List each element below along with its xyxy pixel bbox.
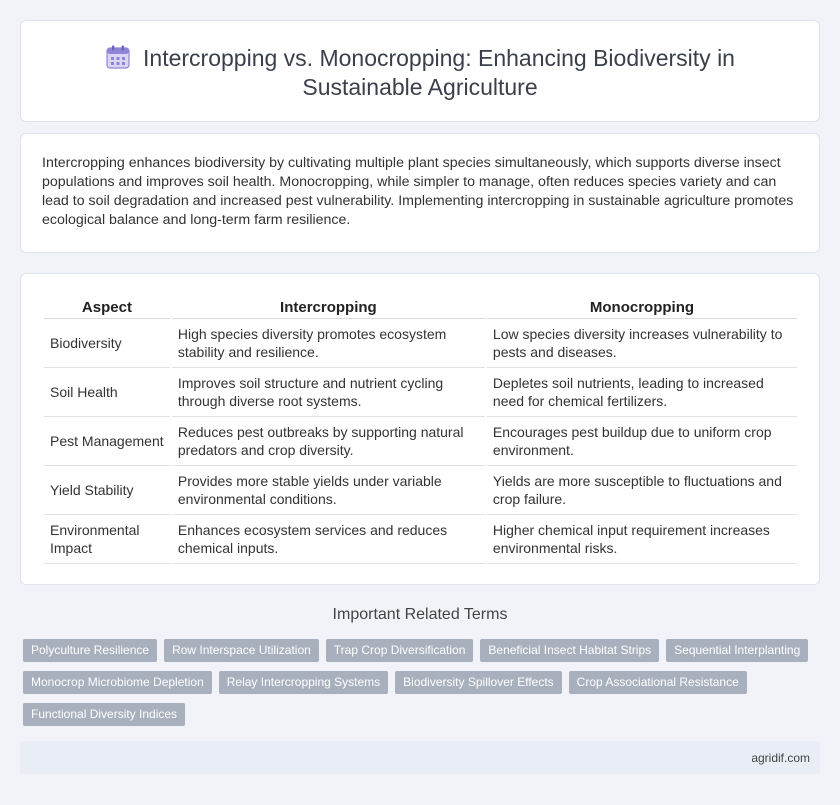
- aspect-cell: Yield Stability: [44, 466, 170, 515]
- column-header-intercropping: Intercropping: [172, 295, 485, 319]
- column-header-aspect: Aspect: [44, 295, 170, 319]
- table-row: [44, 515, 797, 564]
- intercropping-cell: Improves soil structure and nutrient cycling through diverse root systems.: [172, 368, 485, 417]
- intercropping-cell: Enhances ecosystem services and reduces chemical inputs.: [172, 515, 485, 564]
- monocropping-cell: Low species diversity increases vulnerability to pests and diseases.: [487, 319, 797, 368]
- intercropping-cell: High species diversity promotes ecosystem stability and resilience.: [172, 319, 485, 368]
- term-tag[interactable]: Monocrop Microbiome Depletion: [23, 671, 212, 694]
- related-terms-heading: Important Related Terms: [332, 606, 508, 623]
- intro-card: [20, 133, 820, 253]
- intercropping-cell: Reduces pest outbreaks by supporting natural predators and crop diversity.: [172, 417, 485, 466]
- monocropping-cell: Depletes soil nutrients, leading to increased need for chemical fertilizers.: [487, 368, 797, 417]
- intro-paragraph: Intercropping enhances biodiversity by cultivating multiple plant species simultaneously, which supports diverse insect populations and improves soil health. Monocropping, while simpler to manage, often reduces species variety and can lead to soil degradation and increased pest vulnerability. Implementing intercropping in sustainable agriculture promotes ecological balance and long-term farm resilience.: [42, 155, 794, 228]
- term-tag[interactable]: Relay Intercropping Systems: [219, 671, 388, 694]
- table-row: [44, 417, 797, 466]
- monocropping-cell: Encourages pest buildup due to uniform crop environment.: [487, 417, 797, 466]
- intercropping-cell: Provides more stable yields under variable environmental conditions.: [172, 466, 485, 515]
- footer: [20, 741, 820, 774]
- column-header-monocropping: Monocropping: [487, 295, 797, 319]
- term-tag[interactable]: Row Interspace Utilization: [164, 639, 319, 662]
- related-terms-list: [23, 639, 823, 726]
- term-tag[interactable]: Beneficial Insect Habitat Strips: [480, 639, 659, 662]
- page-title-text: Intercropping vs. Monocropping: Enhancing Biodiversity in Sustainable Agriculture: [143, 45, 735, 100]
- table-row: [44, 319, 797, 368]
- term-tag[interactable]: Crop Associational Resistance: [569, 671, 747, 694]
- footer-site-link[interactable]: agridif.com: [751, 751, 810, 765]
- monocropping-cell: Higher chemical input requirement increases environmental risks.: [487, 515, 797, 564]
- term-tag[interactable]: Biodiversity Spillover Effects: [395, 671, 562, 694]
- term-tag[interactable]: Functional Diversity Indices: [23, 703, 185, 726]
- table-header-row: [44, 295, 797, 319]
- aspect-cell: Environmental Impact: [44, 515, 170, 564]
- term-tag[interactable]: Polyculture Resilience: [23, 639, 157, 662]
- calendar-icon: [105, 44, 131, 70]
- aspect-cell: Pest Management: [44, 417, 170, 466]
- table-row: [44, 466, 797, 515]
- page-title: [61, 44, 779, 102]
- term-tag[interactable]: Sequential Interplanting: [666, 639, 808, 662]
- aspect-cell: Soil Health: [44, 368, 170, 417]
- table-row: [44, 368, 797, 417]
- comparison-table: [42, 295, 799, 564]
- header-card: [20, 20, 820, 122]
- monocropping-cell: Yields are more susceptible to fluctuations and crop failure.: [487, 466, 797, 515]
- aspect-cell: Biodiversity: [44, 319, 170, 368]
- comparison-card: [20, 273, 820, 585]
- term-tag[interactable]: Trap Crop Diversification: [326, 639, 474, 662]
